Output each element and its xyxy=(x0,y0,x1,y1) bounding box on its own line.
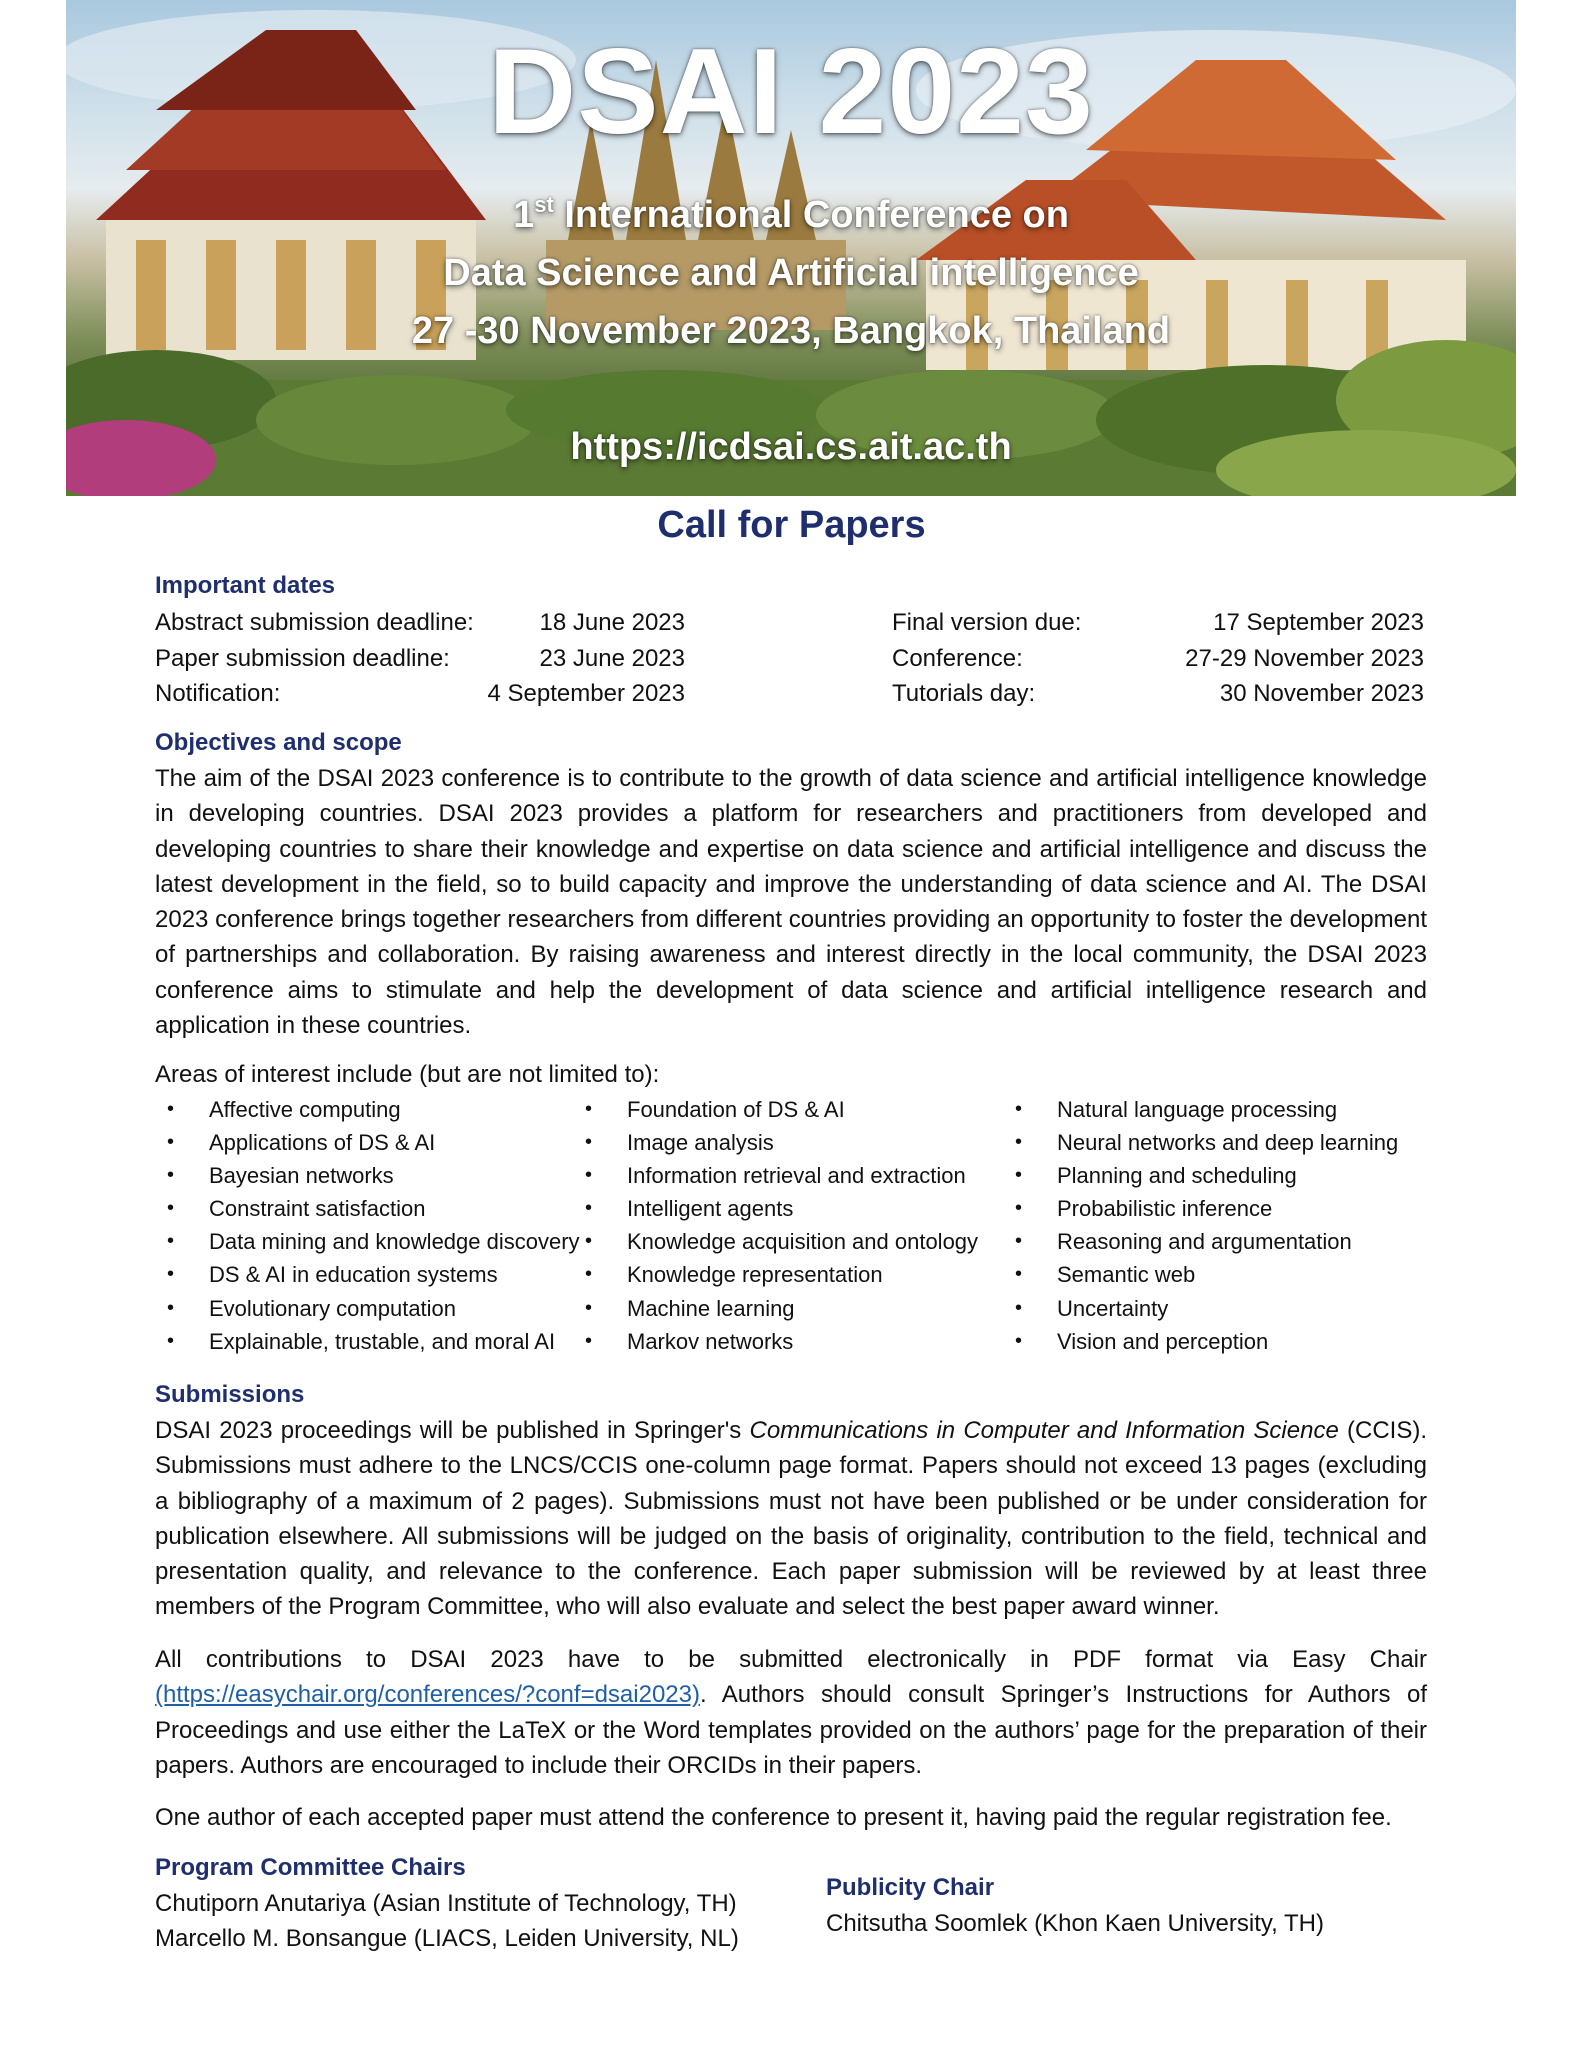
submissions-heading: Submissions xyxy=(155,1381,305,1408)
list-item: • Knowledge acquisition and ontology xyxy=(585,1229,979,1255)
important-dates-right xyxy=(892,605,1424,712)
header-banner xyxy=(66,0,1516,496)
chair-name: Marcello M. Bonsangue (LIACS, Leiden University, NL) xyxy=(155,1925,739,1952)
list-item: • Uncertainty xyxy=(1015,1295,1169,1321)
list-item: • Markov networks xyxy=(585,1328,794,1354)
conference-name: Data Science and Artificial intelligence xyxy=(443,252,1139,294)
chair-name: Chutiporn Anutariya (Asian Institute of Technology, TH) xyxy=(155,1889,737,1917)
publicity-chair-heading: Publicity Chair xyxy=(826,1874,995,1901)
banner-text-block xyxy=(66,0,1516,496)
chair-name: Chitsutha Soomlek (Khon Kaen University, TH) xyxy=(826,1909,1324,1937)
submissions-paragraph-3: One author of each accepted paper must attend the conference to present it, having paid the regular registration fee. xyxy=(155,1804,1392,1831)
date-row: Conference: 27-29 November 2023 xyxy=(892,644,1424,672)
important-dates-heading: Important dates xyxy=(155,572,336,599)
page-title: Call for Papers xyxy=(657,504,926,546)
areas-list-col1 xyxy=(155,1093,580,1358)
list-item: • Probabilistic inference xyxy=(1015,1196,1273,1222)
list-item: • Knowledge representation xyxy=(585,1262,883,1288)
list-item: • Applications of DS & AI xyxy=(167,1130,436,1156)
list-item: • Affective computing xyxy=(167,1097,401,1122)
objectives-paragraph: The aim of the DSAI 2023 conference is to contribute to the growth of data science and artificial intelligence knowledge in developing countries. DSAI 2023 provides a platform for researchers and practitioners from developed and developing countries to share their knowledge and expertise on data science and artificial intelligence and discuss the latest development in the field, so to build capacity and improve the understanding of data science and AI. The DSAI 2023 conference brings together researchers from different countries providing an opportunity to foster the development of partnerships and collaboration. By raising awareness and interest directly in the local community, the DSAI 2023 conference aims to stimulate and help the development of data science and artificial intelligence research and application in these countries. xyxy=(155,765,1427,1040)
list-item: • DS & AI in education systems xyxy=(167,1262,498,1288)
list-item: • Evolutionary computation xyxy=(167,1295,457,1321)
list-item: • Planning and scheduling xyxy=(1015,1163,1297,1189)
list-item: • Natural language processing xyxy=(1015,1097,1338,1122)
date-row: Notification: 4 September 2023 xyxy=(155,680,685,707)
conference-date-location: 27 -30 November 2023, Bangkok, Thailand xyxy=(411,310,1171,352)
list-item: • Information retrieval and extraction xyxy=(585,1163,966,1189)
objectives-heading: Objectives and scope xyxy=(155,729,402,756)
conference-title: DSAI 2023 xyxy=(488,23,1094,159)
list-item: • Bayesian networks xyxy=(167,1163,394,1189)
list-item: • Data mining and knowledge discovery xyxy=(167,1229,580,1255)
date-row: Abstract submission deadline: 18 June 2023 xyxy=(155,609,685,636)
conference-website[interactable]: https://icdsai.cs.ait.ac.th xyxy=(570,426,1012,468)
areas-list-col3 xyxy=(1003,1093,1398,1358)
program-chairs-heading: Program Committee Chairs xyxy=(155,1854,466,1881)
date-row: Tutorials day: 30 November 2023 xyxy=(892,680,1424,707)
date-row: Paper submission deadline: 23 June 2023 xyxy=(155,644,685,672)
list-item: • Neural networks and deep learning xyxy=(1015,1130,1399,1156)
list-item: • Machine learning xyxy=(585,1295,795,1321)
submissions-paragraph-2: All contributions to DSAI 2023 have to be submitted electronically in PDF format via Easy Chair (https://easychair.org/conferences/?conf=dsai2023). Authors should consult Springer’s Instructions for Authors of Proceedings and use either the LaTeX or the Word templates provided on the authors’ page for the preparation of their papers. Authors are encouraged to include their ORCIDs in their papers. xyxy=(155,1646,1427,1779)
list-item: • Semantic web xyxy=(1015,1262,1196,1288)
program-chairs-block xyxy=(155,1850,739,1957)
list-item: • Foundation of DS & AI xyxy=(585,1097,845,1122)
date-row: Final version due: 17 September 2023 xyxy=(892,609,1424,636)
conference-edition: 1st International Conference on xyxy=(513,192,1069,236)
publicity-chair-block xyxy=(826,1870,1324,1941)
list-item: • Image analysis xyxy=(585,1130,774,1156)
important-dates-left xyxy=(155,605,685,712)
list-item: • Explainable, trustable, and moral AI xyxy=(167,1328,556,1354)
easychair-link[interactable]: (https://easychair.org/conferences/?conf=dsai2023) xyxy=(155,1681,700,1709)
list-item: • Reasoning and argumentation xyxy=(1015,1229,1352,1255)
list-item: • Intelligent agents xyxy=(585,1196,794,1222)
submissions-paragraph-1: DSAI 2023 proceedings will be published in Springer's Communications in Computer and Information Science (CCIS). Submissions must adhere to the LNCS/CCIS one-column page format. Papers should not exceed 13 pages (excluding a bibliography of a maximum of 2 pages). Submissions must not have been published or be under consideration for publication elsewhere. All submissions will be judged on the basis of originality, contribution to the field, technical and presentation quality, and relevance to the conference. Each paper submission will be reviewed by at least three members of the Program Committee, who will also evaluate and select the best paper award winner. xyxy=(155,1417,1427,1621)
areas-intro: Areas of interest include (but are not limited to): xyxy=(155,1061,660,1088)
list-item: • Constraint satisfaction xyxy=(167,1196,426,1222)
list-item: • Vision and perception xyxy=(1015,1328,1269,1354)
areas-list-col2 xyxy=(573,1093,978,1358)
